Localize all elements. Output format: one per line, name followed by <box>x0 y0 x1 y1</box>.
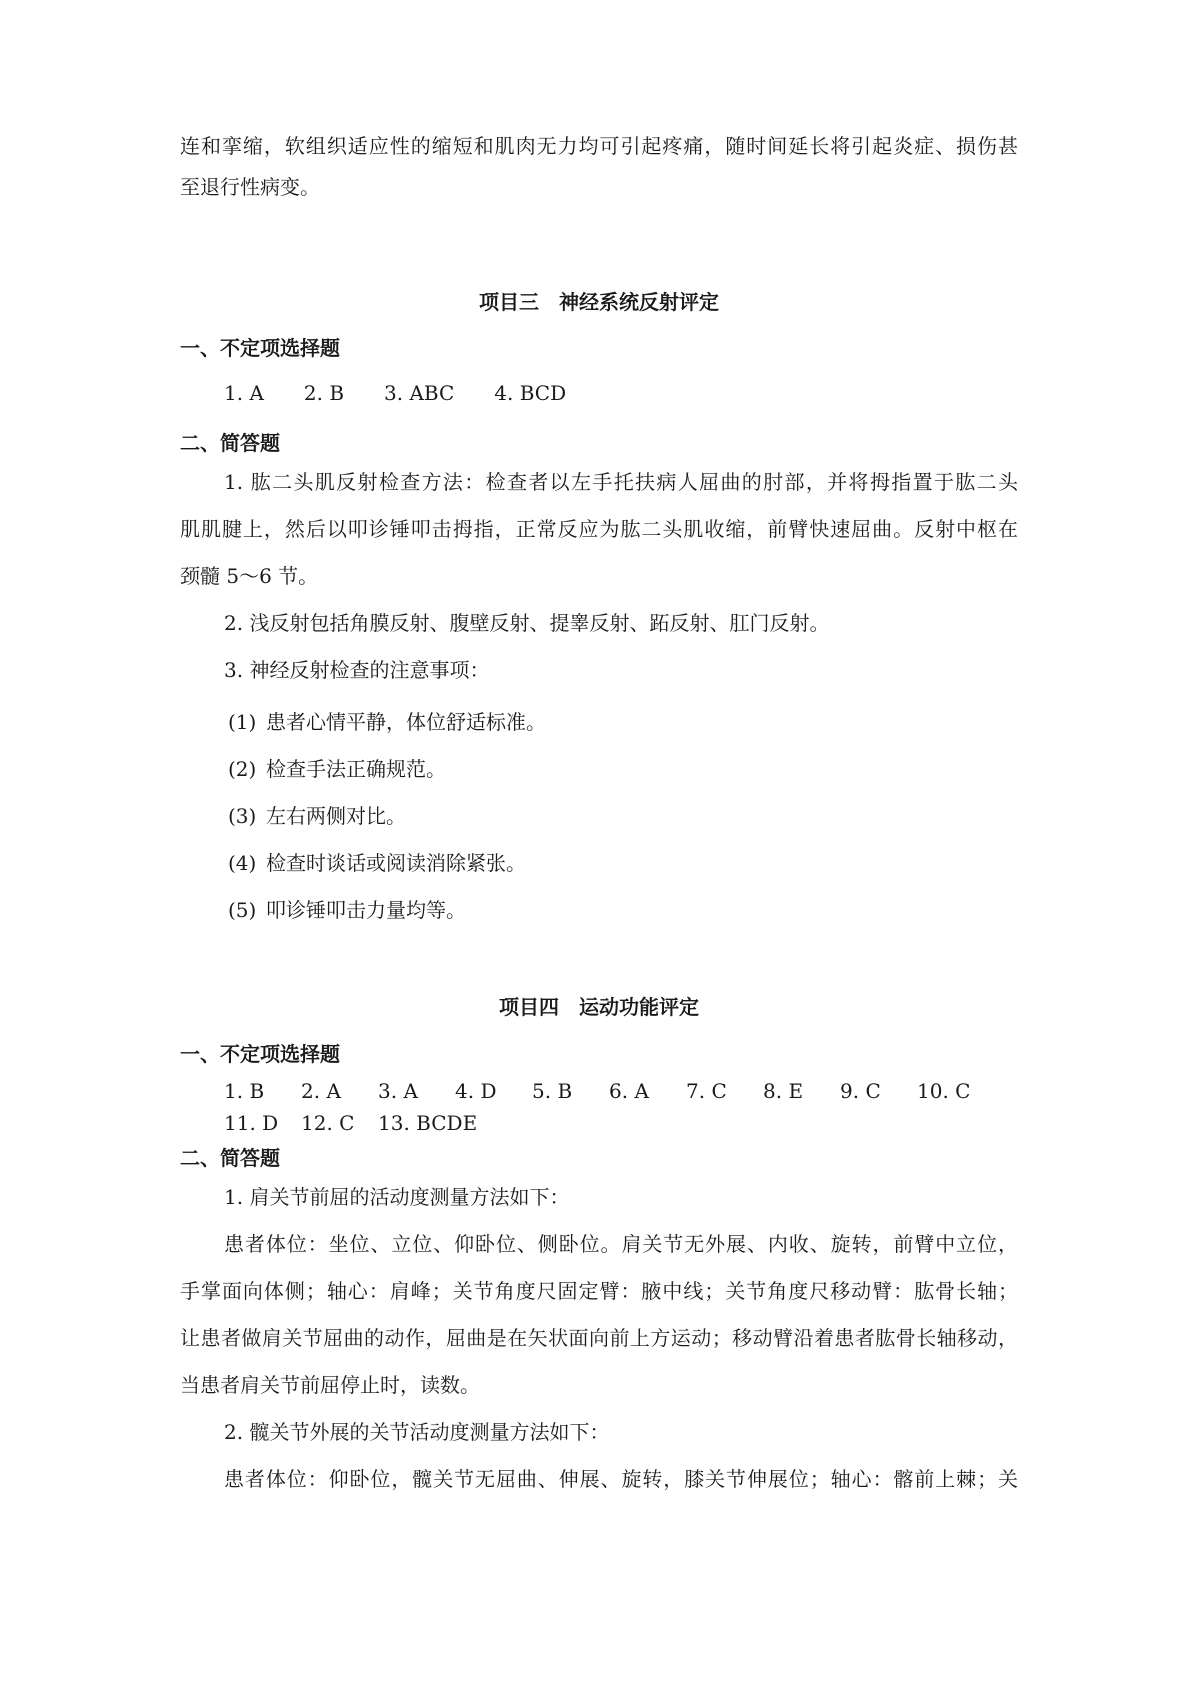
project3-q3-item-1: (1) 患者心情平静，体位舒适标准。 <box>228 710 546 734</box>
answer-item: 4. BCD <box>494 381 567 405</box>
project4-q1-line-2: 手掌面向体侧；轴心：肩峰；关节角度尺固定臂：腋中线；关节角度尺移动臂：肱骨长轴； <box>180 1279 1018 1303</box>
project4-q1-intro: 1. 肩关节前屈的活动度测量方法如下： <box>224 1185 570 1209</box>
project4-q1-line-3: 让患者做肩关节屈曲的动作，屈曲是在矢状面向前上方运动；移动臂沿着患者肱骨长轴移动， <box>180 1326 1018 1350</box>
project4-q1-line-1: 患者体位：坐位、立位、仰卧位、侧卧位。肩关节无外展、内收、旋转，前臂中立位， <box>224 1232 1018 1256</box>
answer-item: 1. B <box>224 1079 265 1103</box>
project4-section1-heading: 一、不定项选择题 <box>180 1042 340 1066</box>
project4-q1-line-4: 当患者肩关节前屈停止时，读数。 <box>180 1373 480 1397</box>
answer-item: 12. C <box>301 1111 355 1135</box>
intro-line-1: 连和挛缩，软组织适应性的缩短和肌肉无力均可引起疼痛，随时间延长将引起炎症、损伤甚 <box>180 134 1018 158</box>
answer-item: 8. E <box>763 1079 804 1103</box>
answer-item: 1. A <box>224 381 264 405</box>
project3-answer-list <box>224 381 1018 405</box>
answer-item: 7. C <box>686 1079 727 1103</box>
project3-q3-intro: 3. 神经反射检查的注意事项： <box>224 658 490 682</box>
project3-section1-heading: 一、不定项选择题 <box>180 336 340 360</box>
answer-item: 2. A <box>301 1079 341 1103</box>
answer-item: 3. A <box>378 1079 418 1103</box>
project3-q1-line-1: 1. 肱二头肌反射检查方法：检查者以左手托扶病人屈曲的肘部，并将拇指置于肱二头 <box>224 470 1018 494</box>
answer-item: 5. B <box>532 1079 573 1103</box>
project3-q1-line-3: 颈髓 5～6 节。 <box>180 564 319 588</box>
project3-q3-item-5: (5) 叩诊锤叩击力量均等。 <box>228 898 466 922</box>
answer-item: 3. ABC <box>384 381 455 405</box>
answer-item: 10. C <box>917 1079 971 1103</box>
answer-item: 13. BCDE <box>378 1111 478 1135</box>
project4-title: 项目四 运动功能评定 <box>499 995 699 1019</box>
answer-item: 4. D <box>455 1079 497 1103</box>
project3-q3-item-2: (2) 检查手法正确规范。 <box>228 757 446 781</box>
answer-item: 9. C <box>840 1079 881 1103</box>
answer-item: 2. B <box>303 381 345 405</box>
project4-q2-line-1: 患者体位：仰卧位，髋关节无屈曲、伸展、旋转，膝关节伸展位；轴心：髂前上棘；关 <box>224 1467 1018 1491</box>
project3-section2-heading: 二、简答题 <box>180 431 280 455</box>
answer-item: 11. D <box>224 1111 279 1135</box>
document-page <box>180 0 1018 1684</box>
intro-line-2: 至退行性病变。 <box>180 175 320 199</box>
project4-section2-heading: 二、简答题 <box>180 1146 280 1170</box>
project3-title: 项目三 神经系统反射评定 <box>479 290 719 314</box>
project3-q3-item-4: (4) 检查时谈话或阅读消除紧张。 <box>228 851 526 875</box>
project4-answer-list <box>224 1080 1018 1134</box>
project3-q1-line-2: 肌肌腱上，然后以叩诊锤叩击拇指，正常反应为肱二头肌收缩，前臂快速屈曲。反射中枢在 <box>180 517 1018 541</box>
project3-q2: 2. 浅反射包括角膜反射、腹壁反射、提睾反射、跖反射、肛门反射。 <box>224 611 830 635</box>
answer-item: 6. A <box>609 1079 649 1103</box>
project3-q3-item-3: (3) 左右两侧对比。 <box>228 804 406 828</box>
project4-q2-intro: 2. 髋关节外展的关节活动度测量方法如下： <box>224 1420 610 1444</box>
